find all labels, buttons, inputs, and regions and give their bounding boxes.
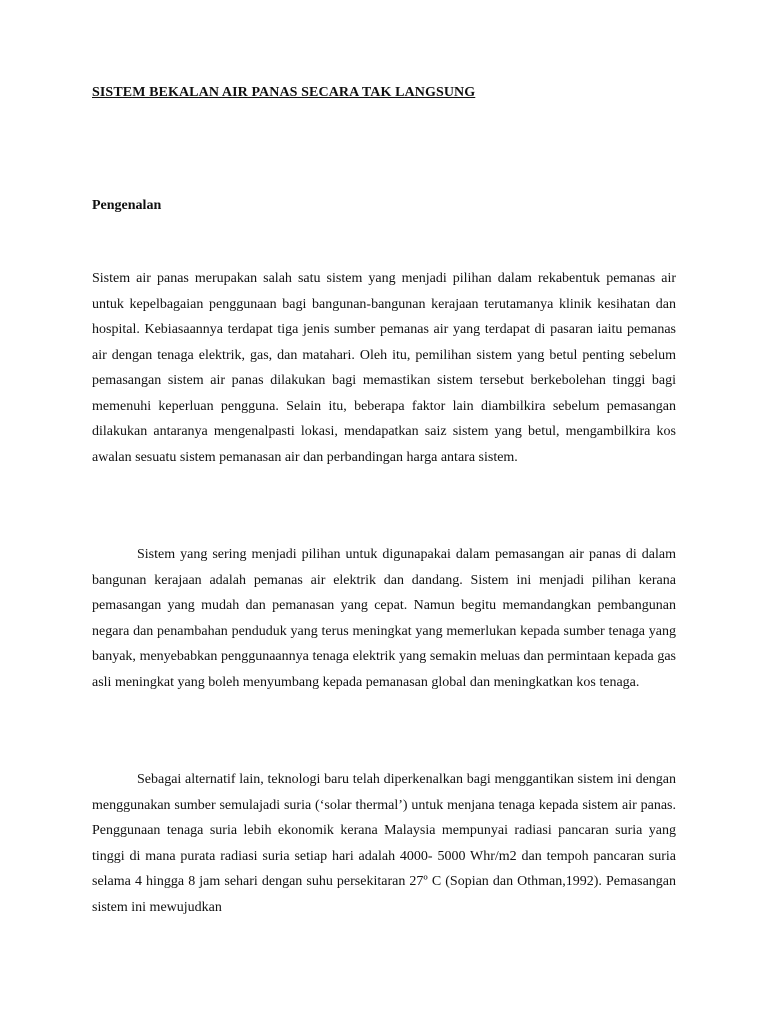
paragraph-common-systems: Sistem yang sering menjadi pilihan untuk digunapakai dalam pemasangan air panas di dalam bangunan kerajaan adalah pemanas air elektrik dan dandang. Sistem ini menjadi pilihan kerana pemasangan yang mudah dan pemanasan yang cepat. Namun begitu memandangkan pembangunan negara dan penambahan penduduk yang terus meningkat yang memerlukan kepada sumber tenaga yang banyak, menyebabkan penggunaannya tenaga elektrik yang semakin meluas dan permintaan kepada gas asli meningkat yang boleh menyumbang kepada pemanasan global dan meningkatkan kos tenaga. xyxy=(92,547,676,690)
section-heading: Pengenalan xyxy=(92,198,162,213)
paragraph-introduction: Sistem air panas merupakan salah satu sistem yang menjadi pilihan dalam rekabentuk pemanas air untuk kepelbagaian penggunaan bagi bangunan-bangunan kerajaan terutamanya klinik kesihatan dan hospital. Kebiasaannya terdapat tiga jenis sumber pemanas air yang terdapat di pasaran iaitu pemanas air dengan tenaga elektrik, gas, dan matahari. Oleh itu, pemilihan sistem yang betul penting sebelum pemasangan sistem air panas dilakukan bagi memastikan sistem tersebut berkebolehan tinggi bagi memenuhi keperluan pengguna. Selain itu, beberapa faktor lain diambilkira sebelum pemasangan dilakukan antaranya mengenalpasti lokasi, mendapatkan saiz sistem yang betul, mengambilkira kos awalan sesuatu sistem pemanasan air dan perbandingan harga antara sistem. xyxy=(92,271,676,465)
paragraph-solar-alternative: Sebagai alternatif lain, teknologi baru telah diperkenalkan bagi menggantikan sistem ini dengan menggunakan sumber semulajadi suria (‘solar thermal’) untuk menjana tenaga kepada sistem air panas. Penggunaan tenaga suria lebih ekonomik kerana Malaysia mempunyai radiasi pancaran suria yang tinggi di mana purata radiasi suria setiap hari adalah 4000- 5000 Whr/m2 dan tempoh pancaran suria selama 4 hingga 8 jam sehari dengan suhu persekitaran 27º C (Sopian dan Othman,1992). Pemasangan sistem ini mewujudkan xyxy=(92,772,676,915)
document-title: SISTEM BEKALAN AIR PANAS SECARA TAK LANGSUNG xyxy=(92,85,476,100)
